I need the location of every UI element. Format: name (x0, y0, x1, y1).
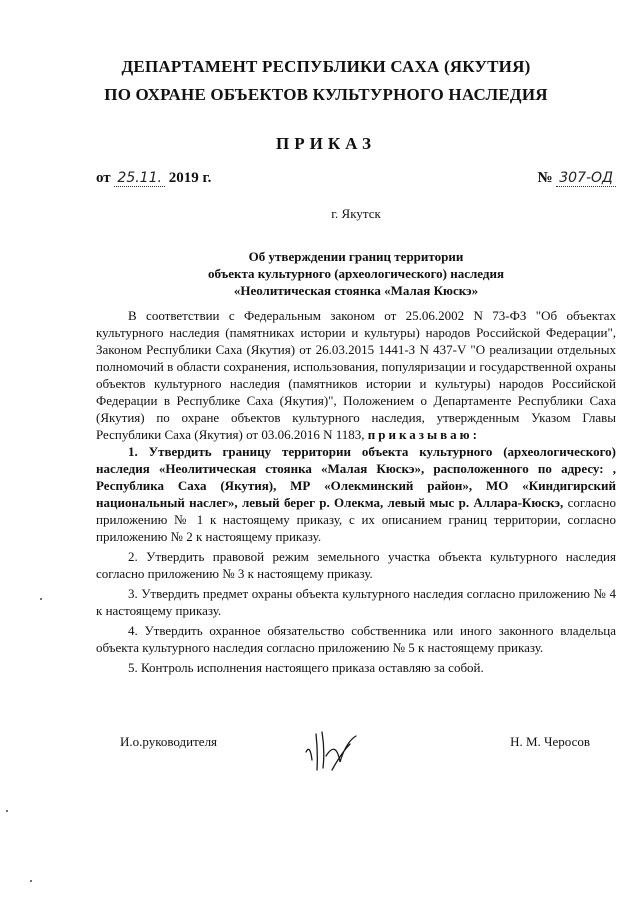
order-word: приказываю: (367, 427, 480, 442)
order-number (537, 170, 616, 187)
date-year: 2019 г. (168, 170, 212, 186)
header-line-2: ПО ОХРАНЕ ОБЪЕКТОВ КУЛЬТУРНОГО НАСЛЕДИЯ (104, 85, 548, 104)
signature-block (120, 728, 590, 788)
order-item-5: 5. Контроль исполнения настоящего приказа оставляю за собой. (128, 660, 484, 675)
order-item-3: 3. Утвердить предмет охраны объекта культурного наследия согласно приложению № 4 к настоящему приказу. (96, 586, 616, 618)
scan-speck (6, 810, 8, 812)
title-line-3: «Неолитическая стоянка «Малая Кюскэ» (233, 283, 479, 298)
item-1-rest: согласно приложению № 1 к настоящему приказу, с их описанием границ территории, согласно приложению № 2 к настоящему приказу. (96, 495, 617, 544)
scan-speck (40, 598, 42, 600)
city: г. Якутск (331, 206, 381, 221)
signatory-role: И.о.руководителя (120, 734, 218, 749)
header-line-1: ДЕПАРТАМЕНТ РЕСПУБЛИКИ САХА (ЯКУТИЯ) (121, 57, 531, 76)
scan-speck (30, 880, 32, 882)
number-prefix: № (537, 170, 553, 186)
document-body (96, 307, 616, 679)
order-date (96, 170, 211, 187)
title-line-1: Об утверждении границ территории (248, 249, 464, 264)
preamble-text: В соответствии с Федеральным законом от 25.06.2002 N 73-ФЗ "Об объектах культурного наследия (памятниках истории и культуры) народов Российской Федерации", Законом Республики Саха (Якутия) от 26.03.2015 1441-З N 437-V "О реализации отдельных полномочий в области сохранения, использования, популяризации и государственной охраны объектов культурного наследия (памятников истории и культуры) народов Российской Федерации в Республике Саха (Якутия)", Положением о Департаменте Республики Саха (Якутия) по охране объектов культурного наследия, утвержденным Указом Главы Республики Саха (Якутия) от 03.06.2016 N 1183, (96, 308, 616, 442)
signatory-name: Н. М. Черосов (510, 734, 590, 749)
handwritten-date: 25.11. (114, 170, 165, 187)
date-number-line (96, 170, 616, 192)
date-prefix: от (96, 170, 111, 186)
order-item-2: 2. Утвердить правовой режим земельного участка объекта культурного наследия согласно приложению № 3 к настоящему приказу. (96, 549, 616, 581)
title-line-2: объекта культурного (археологического) наследия (207, 266, 504, 281)
order-item-4: 4. Утвердить охранное обязательство собственника или иного законного владельца объекта культурного наследия согласно приложению № 5 к настоящему приказу. (96, 623, 616, 655)
document-title (96, 248, 616, 299)
handwritten-signature (298, 722, 368, 778)
order-item-1 (96, 443, 616, 545)
handwritten-number: 307-ОД (556, 170, 616, 187)
department-header (96, 53, 556, 109)
order-title: ПРИКАЗ (276, 134, 376, 153)
preamble-paragraph (96, 307, 616, 443)
item-1-bold: 1. Утвердить границу территории объекта культурного (археологического) наследия «Неолитическая стоянка «Малая Кюскэ», расположенного по адресу: , Республика Саха (Якутия), МР «Олекминский район», МО «Киндигирский национальный наслег», левый берег р. Олекма, левый мыс р. Аллара-Кюскэ, (96, 444, 616, 510)
